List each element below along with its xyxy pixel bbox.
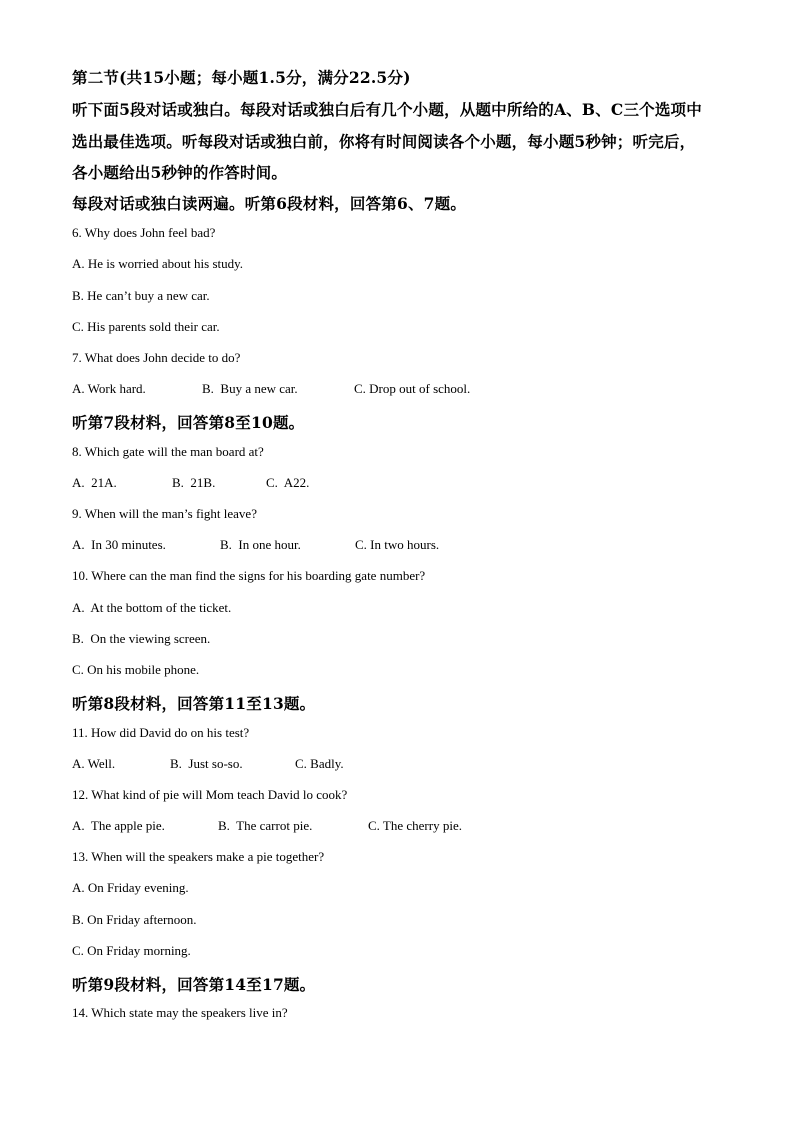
question-11-option-a: A. Well. (72, 756, 116, 771)
question-12-option-c: C. The cherry pie. (368, 818, 462, 833)
question-12: 12. What kind of pie will Mom teach David lo cook? (72, 787, 348, 802)
question-10-option-c: C. On his mobile phone. (72, 662, 200, 677)
question-9-option-c: C. In two hours. (355, 537, 440, 552)
question-10: 10. Where can the man find the signs for his boarding gate number? (72, 568, 426, 583)
question-11-option-b: B. Just so-so. (170, 756, 243, 771)
question-6: 6. Why does John feel bad? (72, 225, 216, 240)
question-8: 8. Which gate will the man board at? (72, 444, 264, 459)
group-7-heading: 听第7段材料，回答第8至10题。 (72, 413, 305, 432)
question-7-option-c: C. Drop out of school. (354, 381, 471, 396)
question-12-option-a: A. The apple pie. (72, 818, 165, 833)
question-13-option-b: B. On Friday afternoon. (72, 912, 197, 927)
question-10-option-b: B. On the viewing screen. (72, 631, 211, 646)
instruction-line-3: 各小题给出5秒钟的作答时间。 (72, 163, 288, 182)
question-10-option-a: A. At the bottom of the ticket. (72, 600, 232, 615)
group-9-heading: 听第9段材料，回答第14至17题。 (72, 975, 316, 994)
question-14: 14. Which state may the speakers live in? (72, 1005, 288, 1020)
question-7-option-a: A. Work hard. (72, 381, 146, 396)
question-9-option-a: A. In 30 minutes. (72, 537, 166, 552)
question-8-option-b: B. 21B. (172, 475, 216, 490)
question-11: 11. How did David do on his test? (72, 725, 250, 740)
group-8-heading: 听第8段材料，回答第11至13题。 (72, 694, 316, 713)
question-13: 13. When will the speakers make a pie together? (72, 849, 325, 864)
instruction-line-1: 听下面5段对话或独白。每段对话或独白后有几个小题，从题中所给的A、B、C三个选项中 (72, 100, 702, 119)
question-12-option-b: B. The carrot pie. (218, 818, 313, 833)
question-7: 7. What does John decide to do? (72, 350, 241, 365)
question-6-option-a: A. He is worried about his study. (72, 256, 244, 271)
question-9: 9. When will the man’s fight leave? (72, 506, 257, 521)
question-7-option-b: B. Buy a new car. (202, 381, 298, 396)
question-13-option-a: A. On Friday evening. (72, 880, 189, 895)
question-13-option-c: C. On Friday morning. (72, 943, 191, 958)
question-6-option-b: B. He can’t buy a new car. (72, 288, 210, 303)
instruction-line-2: 选出最佳选项。听每段对话或独白前，你将有时间阅读各个小题，每小题5秒钟；听完后， (72, 132, 696, 151)
section-title: 第二节(共15小题；每小题1.5分，满分22.5分) (72, 68, 411, 87)
instruction-line-4: 每段对话或独白读两遍。听第6段材料，回答第6、7题。 (72, 194, 467, 213)
question-8-option-c: C. A22. (266, 475, 310, 490)
question-9-option-b: B. In one hour. (220, 537, 301, 552)
question-11-option-c: C. Badly. (295, 756, 344, 771)
question-8-option-a: A. 21A. (72, 475, 117, 490)
question-6-option-c: C. His parents sold their car. (72, 319, 220, 334)
